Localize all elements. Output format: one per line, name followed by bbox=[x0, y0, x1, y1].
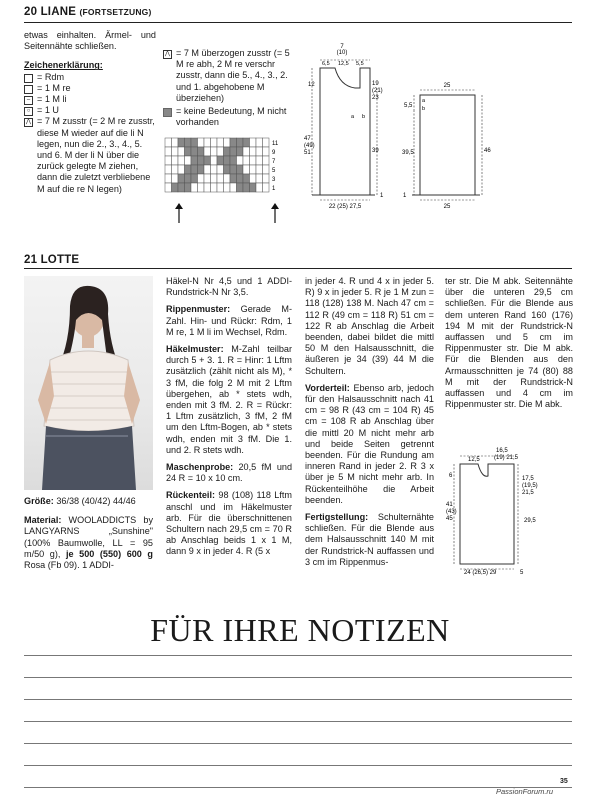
section-21-rule bbox=[24, 268, 572, 269]
chart-cell bbox=[178, 156, 185, 165]
chart-cell bbox=[178, 138, 185, 147]
page-number: 35 bbox=[560, 778, 568, 785]
chart-cell bbox=[243, 138, 250, 147]
chart-cell bbox=[204, 174, 211, 183]
chart-cell bbox=[204, 183, 211, 192]
s1-right1-a: 19 bbox=[372, 81, 379, 87]
legend-symbol-icon bbox=[24, 74, 33, 83]
chart-arrows bbox=[163, 203, 291, 225]
chart-cell bbox=[165, 147, 172, 156]
chart-cell bbox=[217, 183, 224, 192]
chart-cell bbox=[185, 156, 192, 165]
chart-cell bbox=[237, 183, 244, 192]
s3-right2: 29,5 bbox=[524, 518, 536, 524]
legend-text: = 1 M li bbox=[37, 94, 67, 105]
section-20-title: 20 LIANE bbox=[24, 6, 77, 18]
rippen-label: Rippenmuster: bbox=[166, 304, 231, 315]
material-amount: je 500 (550) 600 g bbox=[65, 548, 153, 559]
chart-cell bbox=[224, 138, 231, 147]
chart-cell bbox=[211, 165, 218, 174]
arrow-right-icon bbox=[271, 203, 279, 223]
s3-top-left: 12,5 bbox=[468, 457, 480, 463]
s1-side-b: b bbox=[362, 114, 366, 120]
rueck-label: Rückenteil: bbox=[166, 490, 216, 501]
chart-cell bbox=[217, 138, 224, 147]
legend-symbol-icon: ⋀ bbox=[24, 118, 33, 127]
chart-cell bbox=[243, 147, 250, 156]
chart-cell bbox=[165, 156, 172, 165]
s3-right1-a: 17,5 bbox=[522, 476, 534, 482]
site-watermark: PassionForum.ru bbox=[496, 787, 554, 796]
s1-right1-b: (21) bbox=[372, 88, 383, 94]
chart-cell bbox=[263, 138, 270, 147]
legend-text: = 7 M überzogen zusstr (= 5 M re abh, 2 M re verschr zusstr, dann die 5., 4., 3., 2. und 1. abgehobene M überziehen) bbox=[176, 48, 290, 103]
section-21-col2 bbox=[166, 276, 292, 563]
chart-cell bbox=[185, 138, 192, 147]
chart-cell bbox=[211, 174, 218, 183]
col3-intro: in jeder 4. R und 4 x in jeder 5. R) 9 x in jeder 5. R je 1 M zun = 118 (128) 138 M. Nach 47 cm = 112 R (49 cm = 118 R) 51 cm = 122 R ab Anschlag die Arbeit beenden, dabei bildet die mittl 50 M den Halsausschnitt, die äußeren je 34 (39) 44 M die Schultern. bbox=[305, 276, 434, 376]
legend-item bbox=[24, 116, 156, 194]
haekel-label: Häkelmuster: bbox=[166, 344, 224, 355]
chart-cell bbox=[250, 183, 257, 192]
schematic-21-body bbox=[444, 446, 572, 576]
legend-text: = 1 U bbox=[37, 105, 59, 116]
section-21-title: 21 LOTTE bbox=[24, 254, 80, 266]
chart-cell bbox=[237, 165, 244, 174]
chart-cell bbox=[243, 165, 250, 174]
chart-cell bbox=[224, 165, 231, 174]
chart-cell bbox=[243, 174, 250, 183]
chart-cell bbox=[204, 147, 211, 156]
note-line bbox=[24, 699, 572, 700]
chart-row-label: 1 bbox=[272, 186, 276, 193]
section-21-col1 bbox=[24, 496, 153, 571]
material-label: Material: bbox=[24, 515, 62, 526]
chart-cell bbox=[224, 156, 231, 165]
material-text: WOOLADDICTS by LANGYARNS „Sunshine" (100% Baumwolle, LL = 95 m/50 g), bbox=[24, 515, 153, 559]
s1-top-a: 7 bbox=[340, 44, 344, 50]
chart-cell bbox=[263, 156, 270, 165]
legend-text: = 7 M zusstr (= 2 M re zusstr, diese M wieder auf die li N legen, nun die 2., 3., 4., 5. und 6. M der li N über die zurück gelegte M ziehen, dann die zuletzt verbliebene M auf die re N legen) bbox=[37, 116, 155, 194]
stitch-chart bbox=[163, 136, 291, 198]
chart-cell bbox=[172, 156, 179, 165]
chart-cell bbox=[230, 147, 237, 156]
section-20-intro: etwas einhalten. Ärmel- und Seitennähte schließen. bbox=[24, 30, 156, 52]
s2-side-b: b bbox=[422, 106, 426, 112]
chart-cell bbox=[185, 183, 192, 192]
chart-cell bbox=[191, 165, 198, 174]
chart-cell bbox=[237, 138, 244, 147]
s1-left1: 12 bbox=[308, 82, 315, 88]
chart-cell bbox=[256, 174, 263, 183]
chart-cell bbox=[256, 147, 263, 156]
fertig-label: Fertigstellung: bbox=[305, 512, 369, 523]
legend-text: = keine Bedeutung, M nicht vorhanden bbox=[176, 106, 287, 128]
s3-bottom: 24 (26,5) 29 bbox=[464, 570, 497, 576]
s2-top: 25 bbox=[443, 83, 451, 89]
chart-cell bbox=[191, 156, 198, 165]
chart-cell bbox=[211, 147, 218, 156]
s1-top2-c: 5,5 bbox=[356, 61, 364, 67]
chart-cell bbox=[263, 183, 270, 192]
chart-row-label: 3 bbox=[272, 177, 276, 184]
legend-symbol-icon: ⋀ bbox=[163, 50, 172, 59]
chart-cell bbox=[250, 147, 257, 156]
chart-cell bbox=[224, 147, 231, 156]
chart-cell bbox=[172, 165, 179, 174]
chart-cell bbox=[178, 165, 185, 174]
chart-cell bbox=[165, 165, 172, 174]
fertig-text: Schulternähte schließen. Für die Blende aus dem Halsausschnitt 140 M mit der Rundstrick-N auffassen und 3 cm im Rippenmus- bbox=[305, 512, 434, 567]
legend-symbol-icon: ○ bbox=[24, 107, 33, 116]
chart-cell bbox=[263, 147, 270, 156]
chart-cell bbox=[230, 165, 237, 174]
chart-cell bbox=[185, 147, 192, 156]
section-21-col4 bbox=[445, 276, 573, 415]
chart-cell bbox=[191, 138, 198, 147]
s3-top-a: 16,5 bbox=[496, 448, 508, 454]
chart-cell bbox=[217, 165, 224, 174]
chart-cell bbox=[256, 138, 263, 147]
s1-mark: 1 bbox=[380, 193, 384, 199]
s1-right1-c: 23 bbox=[372, 95, 379, 101]
s1-side-a: a bbox=[351, 114, 355, 120]
chart-cell bbox=[230, 174, 237, 183]
haekel-text: M-Zahl teilbar durch 5 + 3. 1. R = Hinr: 1 Lftm zusätzlich (zählt nicht als M), * 3 fM, die folg 2 M mit 2 Lftm übergehen, ab * stets wdh, enden mit 3 fM. 2. R = Rückr: 1 Lftm zusätzlich, 3 fM, 2 fM um den Lftm-Bogen, ab * stets wdh, enden mit 3 fM. Die 1. und 2. R stets wdh. bbox=[166, 344, 292, 455]
legend-title: Zeichenerklärung: bbox=[24, 60, 103, 71]
note-line bbox=[24, 721, 572, 722]
legend-list bbox=[24, 72, 156, 195]
chart-cell bbox=[165, 174, 172, 183]
vorder-text: Ebenso arb, jedoch für den Halsausschnitt nach 41 cm = 98 R (43 cm = 104 R) 45 cm = 108 R ab Anschlag über die mittl 20 M nicht mehr arb und beide Seiten getrennt beenden. Für die Rundung am inneren Rand in jeder 2. R 3 x über je 5 M nicht mehr arb. In Rückenteilhöhe die Arbeit beenden. bbox=[305, 382, 434, 505]
chart-cell bbox=[211, 183, 218, 192]
legend-text: = 1 M re bbox=[37, 82, 71, 93]
chart-cell bbox=[198, 183, 205, 192]
s1-top2-b: 12,5 bbox=[338, 61, 349, 67]
section-20-col1 bbox=[24, 30, 156, 195]
note-line bbox=[24, 677, 572, 678]
material-rest: Rosa (Fb 09). 1 ADDI- bbox=[24, 560, 114, 571]
col4-text: ter str. Die M abk. Seitennähte über die unteren 29,5 cm schließen. Für die Blende aus dem unteren Rand 160 (176) 194 M mit der Rundstrick-N auffassen und 5 cm im Rippenmuster str. Die M abk. Für die Blenden aus den Armausschnitten je 74 (80) 88 M mit der Rundstrick-N auffassen und 4 cm im Rippenmuster str. Die M abk. bbox=[445, 276, 573, 410]
chart-cell bbox=[165, 138, 172, 147]
s1-bottom: 22 (25) 27,5 bbox=[328, 204, 362, 210]
col2-intro: Häkel-N Nr 4,5 und 1 ADDI-Rundstrick-N Nr 3,5. bbox=[166, 276, 292, 298]
model-photo bbox=[24, 276, 153, 490]
note-line bbox=[24, 743, 572, 744]
s1-left2-a: 47 bbox=[304, 136, 311, 142]
legend-symbol-icon: – bbox=[24, 96, 33, 105]
chart-cell bbox=[172, 183, 179, 192]
chart-cell bbox=[198, 174, 205, 183]
chart-row-label: 11 bbox=[272, 141, 279, 148]
chart-cell bbox=[172, 174, 179, 183]
section-21-heading bbox=[24, 254, 79, 266]
chart-cell bbox=[237, 147, 244, 156]
chart-cell bbox=[198, 147, 205, 156]
chart-cell bbox=[250, 165, 257, 174]
section-20-heading bbox=[24, 6, 152, 18]
s3-left-big-b: (43) bbox=[446, 509, 457, 515]
chart-cell bbox=[185, 165, 192, 174]
chart-cell bbox=[224, 183, 231, 192]
chart-cell bbox=[211, 138, 218, 147]
s1-left2-c: 51 bbox=[304, 150, 311, 156]
chart-cell bbox=[256, 183, 263, 192]
chart-row-label: 7 bbox=[272, 159, 276, 166]
s3-left-small: 6 bbox=[449, 473, 453, 479]
chart-cell bbox=[256, 156, 263, 165]
s2-left2: 39,5 bbox=[402, 150, 414, 156]
chart-cell bbox=[230, 156, 237, 165]
section-21-col3 bbox=[305, 276, 434, 573]
s3-right1-b: (19,5) bbox=[522, 483, 538, 489]
chart-cell bbox=[204, 165, 211, 174]
s1-top2-a: 6,5 bbox=[322, 61, 330, 67]
chart-cell bbox=[217, 147, 224, 156]
notes-title: FÜR IHRE NOTIZEN bbox=[150, 612, 450, 648]
chart-cell bbox=[263, 174, 270, 183]
chart-cell bbox=[185, 174, 192, 183]
chart-cell bbox=[204, 138, 211, 147]
section-20-subtitle: (FORTSETZUNG) bbox=[79, 7, 152, 17]
legend-text: = Rdm bbox=[37, 71, 65, 82]
chart-cell bbox=[172, 147, 179, 156]
chart-cell bbox=[178, 174, 185, 183]
legend-item bbox=[24, 83, 156, 94]
masch-label: Maschenprobe: bbox=[166, 462, 234, 473]
s3-left-big-a: 41 bbox=[446, 502, 453, 508]
chart-cell bbox=[172, 138, 179, 147]
chart-cell bbox=[243, 183, 250, 192]
chart-cell bbox=[250, 174, 257, 183]
legend-symbol-icon bbox=[163, 108, 172, 117]
section-20-rule bbox=[24, 22, 572, 23]
chart-cell bbox=[204, 156, 211, 165]
s3-right1-c: 21,5 bbox=[522, 490, 534, 496]
chart-cell bbox=[256, 165, 263, 174]
chart-cell bbox=[191, 174, 198, 183]
chart-cell bbox=[230, 183, 237, 192]
masch-text: 20,5 fM und 24 R = 10 x 10 cm. bbox=[166, 462, 293, 484]
chart-cell bbox=[224, 174, 231, 183]
size-value: 36/38 (40/42) 44/46 bbox=[56, 496, 136, 506]
s2-left1: 5,5 bbox=[404, 103, 413, 109]
s3-bottom2: 5 bbox=[520, 570, 524, 576]
rippen-text: Gerade M-Zahl. Hin- und Rückr: Rdm, 1 M re, 1 M li im Wechsel, Rdm. bbox=[166, 304, 293, 337]
note-line bbox=[24, 765, 572, 766]
chart-cell bbox=[198, 156, 205, 165]
s3-top-b: (19) 21,5 bbox=[494, 455, 519, 461]
model-illustration bbox=[24, 276, 153, 490]
section-20-col2 bbox=[163, 48, 293, 225]
chart-cell bbox=[250, 156, 257, 165]
chart-cell bbox=[230, 138, 237, 147]
chart-cell bbox=[217, 156, 224, 165]
s3-left-big-c: 45 bbox=[446, 516, 453, 522]
size-label: Größe: bbox=[24, 496, 54, 506]
note-line bbox=[24, 787, 572, 788]
rueck-text: 98 (108) 118 Lftm anschl und im Häkelmuster arb. Für die überschnittenen Schultern nach 29,5 cm = 70 R ab Anschlag beids 1 x 1 M, dann 9 x in jeder 4. R (5 x bbox=[166, 490, 292, 557]
chart-cell bbox=[211, 156, 218, 165]
chart-row-label: 9 bbox=[272, 150, 276, 157]
s2-right2: 46 bbox=[484, 148, 491, 154]
schematic-20-sleeve bbox=[400, 40, 495, 215]
legend-item bbox=[24, 105, 156, 116]
note-line bbox=[24, 655, 572, 656]
legend-item bbox=[163, 106, 293, 128]
s1-right2: 39 bbox=[372, 148, 379, 154]
chart-row-label: 5 bbox=[272, 168, 276, 175]
chart-cell bbox=[237, 174, 244, 183]
chart-cell bbox=[237, 156, 244, 165]
s2-bottom: 25 bbox=[443, 204, 451, 210]
chart-cell bbox=[243, 156, 250, 165]
legend-list-2 bbox=[163, 48, 293, 128]
s1-top-b: (10) bbox=[336, 50, 348, 56]
chart-cell bbox=[178, 183, 185, 192]
legend-item bbox=[163, 48, 293, 104]
legend-symbol-icon bbox=[24, 85, 33, 94]
s1-left2-b: (49) bbox=[304, 143, 315, 149]
chart-cell bbox=[191, 147, 198, 156]
legend-item bbox=[24, 72, 156, 83]
chart-cell bbox=[165, 183, 172, 192]
s2-mark: 1 bbox=[403, 193, 407, 199]
chart-cell bbox=[198, 138, 205, 147]
chart-cell bbox=[191, 183, 198, 192]
s2-side-a: a bbox=[422, 98, 426, 104]
chart-cell bbox=[198, 165, 205, 174]
chart-cell bbox=[263, 165, 270, 174]
vorder-label: Vorderteil: bbox=[305, 382, 350, 393]
chart-cell bbox=[250, 138, 257, 147]
legend-item bbox=[24, 94, 156, 105]
schematic-20-body bbox=[300, 40, 390, 215]
arrow-left-icon bbox=[175, 203, 183, 223]
chart-cell bbox=[217, 174, 224, 183]
chart-cell bbox=[178, 147, 185, 156]
